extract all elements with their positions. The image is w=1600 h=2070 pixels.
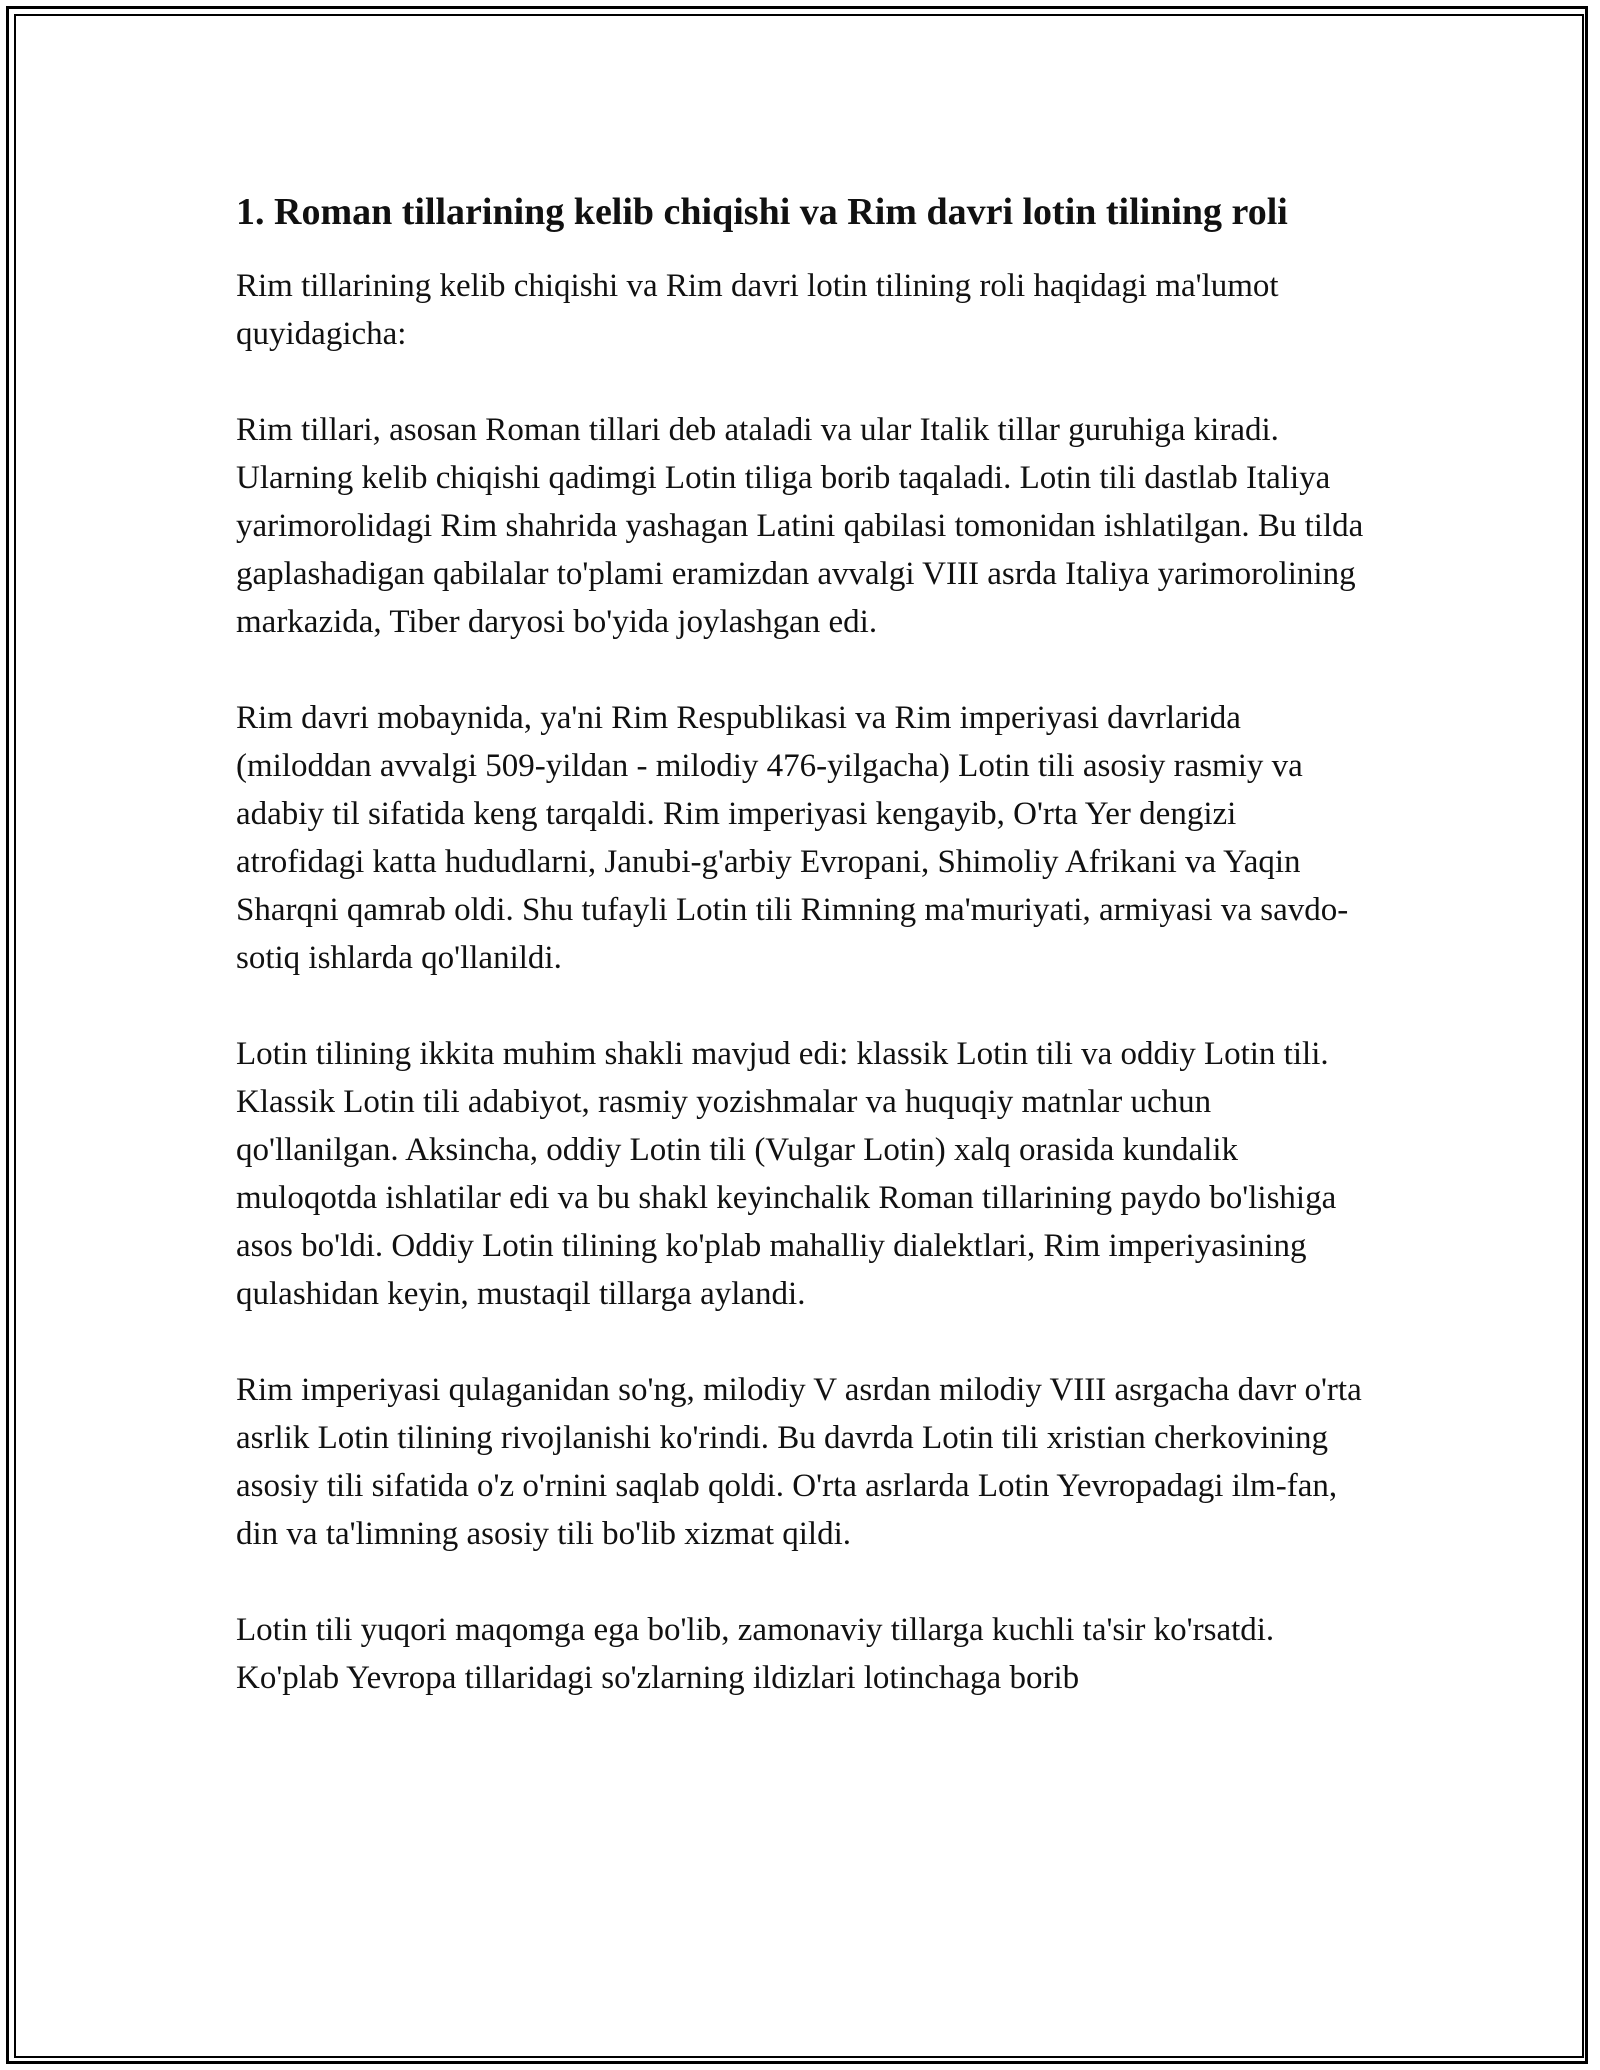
paragraph-latin-influence: Lotin tili yuqori maqomga ega bo'lib, zamonaviy tillarga kuchli ta'sir ko'rsatdi. Ko'plab Yevropa tillaridagi so'zlarning ildizlari lotinchaga borib: [236, 1612, 1275, 1696]
paragraph-intro: Rim tillarining kelib chiqishi va Rim davri lotin tilining roli haqidagi ma'lumot quyidagicha:: [236, 268, 1279, 352]
paragraph-medieval-latin: Rim imperiyasi qulaganidan so'ng, milodiy V asrdan milodiy VIII asrgacha davr o'rta asrlik Lotin tilining rivojlanishi ko'rindi. Bu davrda Lotin tili xristian cherkovining asosiy tili sifatida o'z o'rnini saqlab qoldi. O'rta asrlarda Lotin Yevropadagi ilm-fan, din va ta'limning asosiy tili bo'lib xizmat qildi.: [236, 1372, 1362, 1552]
section-heading: 1. Roman tillarining kelib chiqishi va Rim davri lotin tilining roli: [236, 191, 1288, 233]
paragraph-origin: Rim tillari, asosan Roman tillari deb ataladi va ular Italik tillar guruhiga kiradi. Ularning kelib chiqishi qadimgi Lotin tiliga borib taqaladi. Lotin tili dastlab Italiya yarimorolidagi Rim shahrida yashagan Latini qabilasi tomonidan ishlatilgan. Bu tilda gaplashadigan qabilalar to'plami eramizdan avvalgi VIII asrda Italiya yarimorolining markazida, Tiber daryosi bo'yida joylashgan edi.: [236, 412, 1364, 640]
paragraph-latin-forms: Lotin tilining ikkita muhim shakli mavjud edi: klassik Lotin tili va oddiy Lotin tili. Klassik Lotin tili adabiyot, rasmiy yozishmalar va huquqiy matnlar uchun qo'llanilgan. Aksincha, oddiy Lotin tili (Vulgar Lotin) xalq orasida kundalik muloqotda ishlatilar edi va bu shakl keyinchalik Roman tillarining paydo bo'lishiga asos bo'ldi. Oddiy Lotin tilining ko'plab mahalliy dialektlari, Rim imperiyasining qulashidan keyin, mustaqil tillarga aylandi.: [236, 1036, 1337, 1312]
document-body: [236, 185, 1366, 1702]
paragraph-roman-period: Rim davri mobaynida, ya'ni Rim Respublikasi va Rim imperiyasi davrlarida (miloddan avvalgi 509-yildan - milodiy 476-yilgacha) Lotin tili asosiy rasmiy va adabiy til sifatida keng tarqaldi. Rim imperiyasi kengayib, O'rta Yer dengizi atrofidagi katta hududlarni, Janubi-g'arbiy Evropani, Shimoliy Afrikani va Yaqin Sharqni qamrab oldi. Shu tufayli Lotin tili Rimning ma'muriyati, armiyasi va savdo-sotiq ishlarda qo'llanildi.: [236, 700, 1349, 976]
